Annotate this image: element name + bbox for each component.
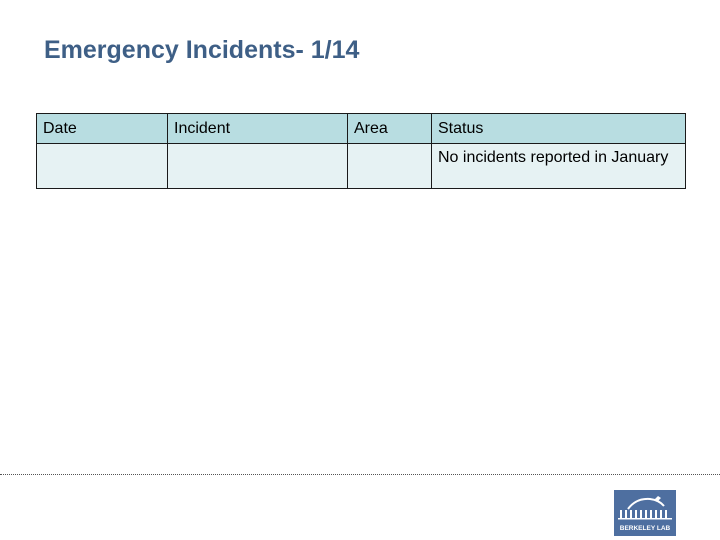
cell-date: [37, 144, 168, 189]
header-area: Area: [348, 114, 432, 144]
incidents-table: [36, 113, 686, 189]
cell-status: No incidents reported in January: [432, 144, 686, 189]
header-incident: Incident: [168, 114, 348, 144]
berkeley-lab-logo-icon: [614, 490, 676, 536]
table-header-row: [37, 114, 686, 144]
header-date: Date: [37, 114, 168, 144]
footer-divider: [0, 474, 720, 475]
slide-title: Emergency Incidents- 1/14: [44, 36, 360, 64]
cell-area: [348, 144, 432, 189]
berkeley-lab-logo: [614, 490, 676, 536]
cell-incident: [168, 144, 348, 189]
table-row: [37, 144, 686, 189]
logo-text: BERKELEY LAB: [619, 525, 671, 532]
header-status: Status: [432, 114, 686, 144]
